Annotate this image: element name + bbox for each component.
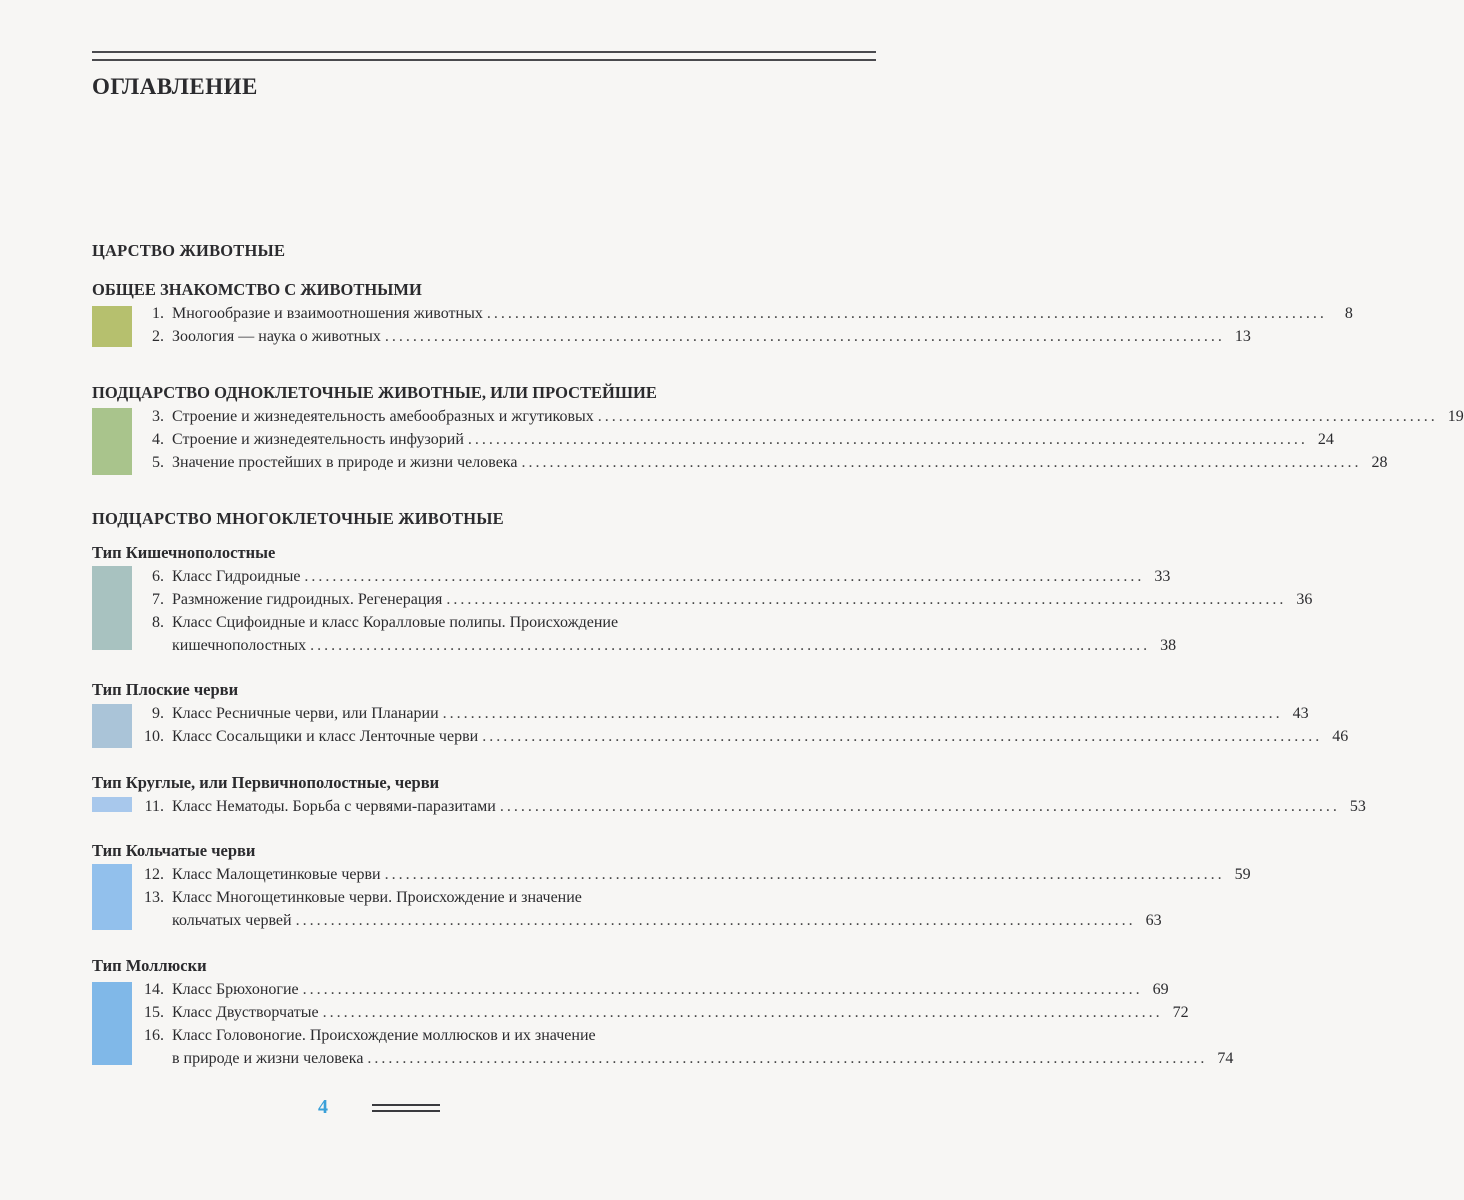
- entry-title: Класс Малощетинковые черви: [172, 866, 381, 883]
- toc-entry[interactable]: [92, 634, 1177, 657]
- entry-number: [92, 1047, 172, 1070]
- entry-number: 2.: [152, 328, 164, 345]
- toc-entry[interactable]: [92, 565, 1171, 588]
- dot-leader: ........................................................................................................................: [367, 1050, 1208, 1067]
- toc-section: [92, 381, 1464, 474]
- section-heading: Тип Плоские черви: [92, 680, 239, 699]
- entry-number: 5.: [152, 454, 164, 471]
- entry-page: 28: [1371, 454, 1388, 471]
- entry-page: 46: [1332, 728, 1349, 745]
- entry-number: 1.: [152, 305, 164, 322]
- entry-page: 59: [1234, 866, 1251, 883]
- entry-page: 13: [1234, 328, 1251, 345]
- entry-title: Класс Ресничные черви, или Планарии: [172, 705, 439, 722]
- entry-title: Класс Сосальщики и класс Ленточные черви: [172, 728, 479, 745]
- toc-entry[interactable]: [92, 886, 876, 909]
- toc-entry[interactable]: [92, 1047, 1234, 1070]
- toc-section: [92, 278, 1353, 348]
- page-number: 4: [318, 1096, 328, 1118]
- entry-title: Класс Сцифоидные и класс Коралловые полипы. Происхождение: [172, 614, 619, 631]
- entry-title: Класс Нематоды. Борьба с червями-паразитами: [172, 798, 496, 815]
- dot-leader: ........................................................................................................................: [597, 408, 1438, 425]
- section-heading: ПОДЦАРСТВО ОДНОКЛЕТОЧНЫЕ ЖИВОТНЫЕ, ИЛИ ПРОСТЕЙШИЕ: [92, 383, 657, 402]
- dot-leader: ........................................................................................................................: [499, 798, 1340, 815]
- entry-number: [92, 634, 172, 657]
- dot-leader: ........................................................................................................................: [521, 454, 1362, 471]
- entry-page: 8: [1344, 305, 1353, 322]
- toc-entry[interactable]: [92, 1024, 876, 1047]
- section-heading: Тип Кольчатые черви: [92, 841, 256, 860]
- entry-page: 43: [1292, 705, 1309, 722]
- toc-section: [92, 678, 1349, 748]
- toc-entry[interactable]: [92, 978, 1169, 1001]
- section-heading: Тип Круглые, или Первичнополостные, черви: [92, 773, 440, 792]
- dot-leader: ........................................................................................................................: [486, 305, 1327, 322]
- kingdom-heading: ЦАРСТВО ЖИВОТНЫЕ: [92, 241, 286, 260]
- toc-entry[interactable]: [92, 863, 1251, 886]
- entry-page: 53: [1349, 798, 1366, 815]
- toc-entry[interactable]: [92, 588, 1313, 611]
- top-rule: [92, 59, 876, 61]
- toc-entry[interactable]: [92, 725, 1349, 748]
- entry-title: кишечнополостных: [172, 637, 307, 654]
- entry-number: 9.: [152, 705, 164, 722]
- dot-leader: ........................................................................................................................: [384, 866, 1225, 883]
- entry-number: 11.: [144, 798, 164, 815]
- dot-leader: ........................................................................................................................: [322, 1004, 1163, 1021]
- toc-section: [92, 839, 1251, 932]
- page-title: ОГЛАВЛЕНИЕ: [92, 74, 258, 99]
- entry-title: Размножение гидроидных. Регенерация: [172, 591, 443, 608]
- entry-title: Строение и жизнедеятельность инфузорий: [172, 431, 464, 448]
- dot-leader: ........................................................................................................................: [304, 568, 1145, 585]
- entry-title: Класс Многощетинковые черви. Происхождение и значение: [172, 889, 582, 906]
- toc-entry[interactable]: [92, 611, 876, 634]
- entry-number: 8.: [152, 614, 164, 631]
- entry-title: Многообразие и взаимоотношения животных: [172, 305, 483, 322]
- entry-number: [92, 909, 172, 932]
- toc-entry[interactable]: [92, 909, 1162, 932]
- entry-page: 24: [1317, 431, 1334, 448]
- toc-section: [92, 771, 1366, 818]
- entry-title: Строение и жизнедеятельность амебообразных и жгутиковых: [172, 408, 594, 425]
- toc-entry[interactable]: [92, 405, 1464, 428]
- entry-title: Класс Головоногие. Происхождение моллюсков и их значение: [172, 1027, 596, 1044]
- toc-entry[interactable]: [92, 702, 1309, 725]
- toc-entry[interactable]: [92, 1001, 1189, 1024]
- dot-leader: ........................................................................................................................: [384, 328, 1225, 345]
- dot-leader: ........................................................................................................................: [302, 981, 1143, 998]
- entry-page: 33: [1154, 568, 1171, 585]
- entry-title: Класс Двустворчатые: [172, 1004, 319, 1021]
- entry-title: Класс Гидроидные: [172, 568, 301, 585]
- entry-number: 12.: [144, 866, 164, 883]
- toc-entry[interactable]: [92, 451, 1388, 474]
- entry-number: 4.: [152, 431, 164, 448]
- section-heading: Тип Кишечнополостные: [92, 543, 276, 562]
- footer-rule: [372, 1104, 440, 1106]
- entry-number: 14.: [144, 981, 164, 998]
- top-rule: [92, 51, 876, 53]
- dot-leader: ........................................................................................................................: [310, 637, 1151, 654]
- section-heading: Тип Моллюски: [92, 956, 207, 975]
- entry-page: 69: [1152, 981, 1169, 998]
- toc-entry[interactable]: [92, 325, 1251, 348]
- entry-number: 6.: [152, 568, 164, 585]
- entry-number: 3.: [152, 408, 164, 425]
- entry-title: кольчатых червей: [172, 912, 292, 929]
- entry-number: 10.: [144, 728, 164, 745]
- entry-page: 38: [1160, 637, 1177, 654]
- entry-number: 7.: [152, 591, 164, 608]
- toc-entry[interactable]: [92, 428, 1334, 451]
- subkingdom-heading: ПОДЦАРСТВО МНОГОКЛЕТОЧНЫЕ ЖИВОТНЫЕ: [92, 509, 504, 528]
- dot-leader: ........................................................................................................................: [442, 705, 1283, 722]
- entry-title: Зоология — наука о животных: [172, 328, 381, 345]
- toc-section: [92, 954, 1234, 1070]
- entry-page: 63: [1145, 912, 1162, 929]
- entry-page: 72: [1172, 1004, 1189, 1021]
- entry-number: 15.: [144, 1004, 164, 1021]
- entry-number: 13.: [144, 889, 164, 906]
- dot-leader: ........................................................................................................................: [482, 728, 1323, 745]
- footer-rule: [372, 1110, 440, 1112]
- dot-leader: ........................................................................................................................: [295, 912, 1136, 929]
- toc-entry[interactable]: [92, 302, 1353, 325]
- entry-title: Значение простейших в природе и жизни человека: [172, 454, 518, 471]
- toc-section: [92, 541, 1313, 657]
- entry-page: 19: [1447, 408, 1464, 425]
- dot-leader: ........................................................................................................................: [467, 431, 1308, 448]
- entry-number: 16.: [144, 1027, 164, 1044]
- toc-entry[interactable]: [92, 795, 1366, 818]
- entry-title: Класс Брюхоногие: [172, 981, 299, 998]
- entry-title: в природе и жизни человека: [172, 1050, 364, 1067]
- entry-page: 74: [1217, 1050, 1234, 1067]
- section-heading: ОБЩЕЕ ЗНАКОМСТВО С ЖИВОТНЫМИ: [92, 280, 422, 299]
- entry-page: 36: [1296, 591, 1313, 608]
- dot-leader: ........................................................................................................................: [446, 591, 1287, 608]
